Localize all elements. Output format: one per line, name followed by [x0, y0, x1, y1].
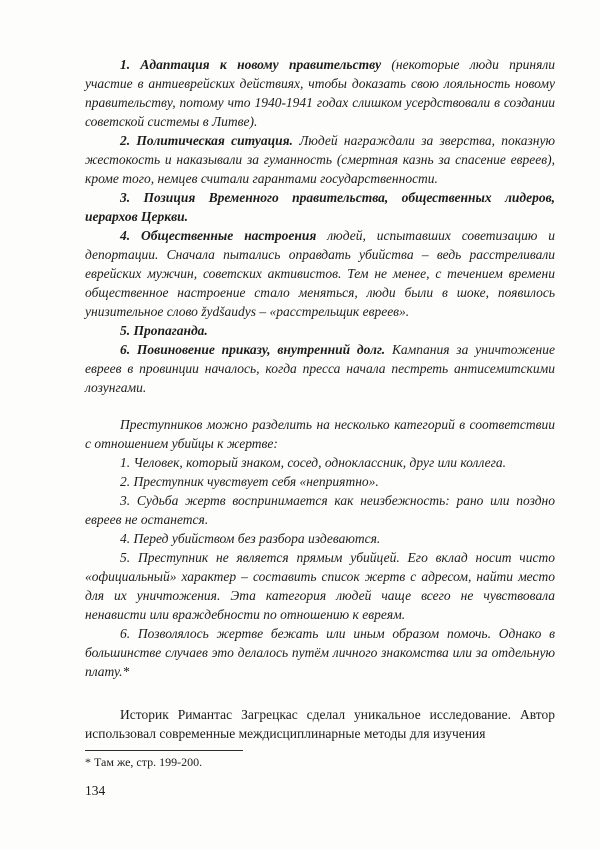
section-motives-list	[85, 55, 555, 397]
paragraph	[85, 529, 555, 548]
paragraph	[85, 705, 555, 743]
text-run: Кампания за уничтожение евреев в провинции началось, когда пресса начала пестреть антисемитскими лозунгами.	[85, 342, 555, 395]
section-closing	[85, 705, 555, 743]
text-run: 4. Перед убийством без разбора издеваются.	[120, 531, 381, 546]
paragraph	[85, 131, 555, 188]
footnote: * Там же, стр. 199-200.	[85, 755, 203, 769]
paragraph	[85, 55, 555, 131]
text-run: 2. Преступник чувствует себя «неприятно».	[120, 474, 379, 489]
text-run: 1. Человек, который знаком, сосед, одноклассник, друг или коллега.	[120, 455, 507, 470]
text-run: 2. Политическая ситуация.	[120, 133, 300, 148]
text-run: (некоторые люди приняли участие в антиеврейских действиях, чтобы доказать свою лояльность новому правительству, потому что 1940-1941 годах слишком усердствовали в создании советской системы в Литве).	[85, 57, 555, 129]
document-body	[85, 55, 555, 743]
text-run: 3. Судьба жертв воспринимается как неизбежность: рано или поздно евреев не останется.	[85, 493, 555, 527]
section-categories	[85, 415, 555, 681]
text-run: 6. Позволялось жертве бежать или иным образом помочь. Однако в большинстве случаев это делалось путём личного знакомства или за отдельную плату.*	[85, 626, 555, 679]
footnote-separator	[85, 750, 243, 751]
paragraph	[85, 188, 555, 226]
paragraph	[85, 340, 555, 397]
paragraph	[85, 321, 555, 340]
paragraph	[85, 548, 555, 624]
paragraph	[85, 453, 555, 472]
paragraph	[85, 624, 555, 681]
text-run: 1. Адаптация к новому правительству	[120, 57, 392, 72]
paragraph	[85, 226, 555, 321]
paragraph	[85, 491, 555, 529]
text-run: людей, испытавших советизацию и депортации. Сначала пытались оправдать убийства – ведь расстреливали еврейских мужчин, советских активистов. Тем не менее, с течением времени общественное настроение стало меняться, люди были в шоке, появилось унизительное слово žydšaudys – «расстрельщик евреев».	[85, 228, 555, 319]
text-run: 4. Общественные настроения	[120, 228, 328, 243]
text-run: Историк Римантас Загрецкас сделал уникальное исследование. Автор использовал современные междисциплинарные методы для изучения	[85, 707, 555, 741]
text-run: 3. Позиция Временного правительства, общественных лидеров, иерархов Церкви.	[85, 190, 555, 224]
text-run: Людей награждали за зверства, показную жестокость и наказывали за гуманность (смертная казнь за спасение евреев), кроме того, немцев считали гарантами государственности.	[85, 133, 555, 186]
paragraph	[85, 472, 555, 491]
text-run: 5. Пропаганда.	[120, 323, 208, 338]
text-run: Преступников можно разделить на несколько категорий в соответствии с отношением убийцы к жертве:	[85, 417, 555, 451]
page-number: 134	[85, 783, 106, 798]
paragraph	[85, 415, 555, 453]
footnote-area	[85, 750, 555, 770]
text-run: 6. Повиновение приказу, внутренний долг.	[120, 342, 392, 357]
text-run: 5. Преступник не является прямым убийцей. Его вклад носит чисто «официальный» характер – составить список жертв с адресом, найти место для их уничтожения. Эта категория людей чаще всего не чувствовала ненависти или враждебности по отношению к евреям.	[85, 550, 555, 622]
